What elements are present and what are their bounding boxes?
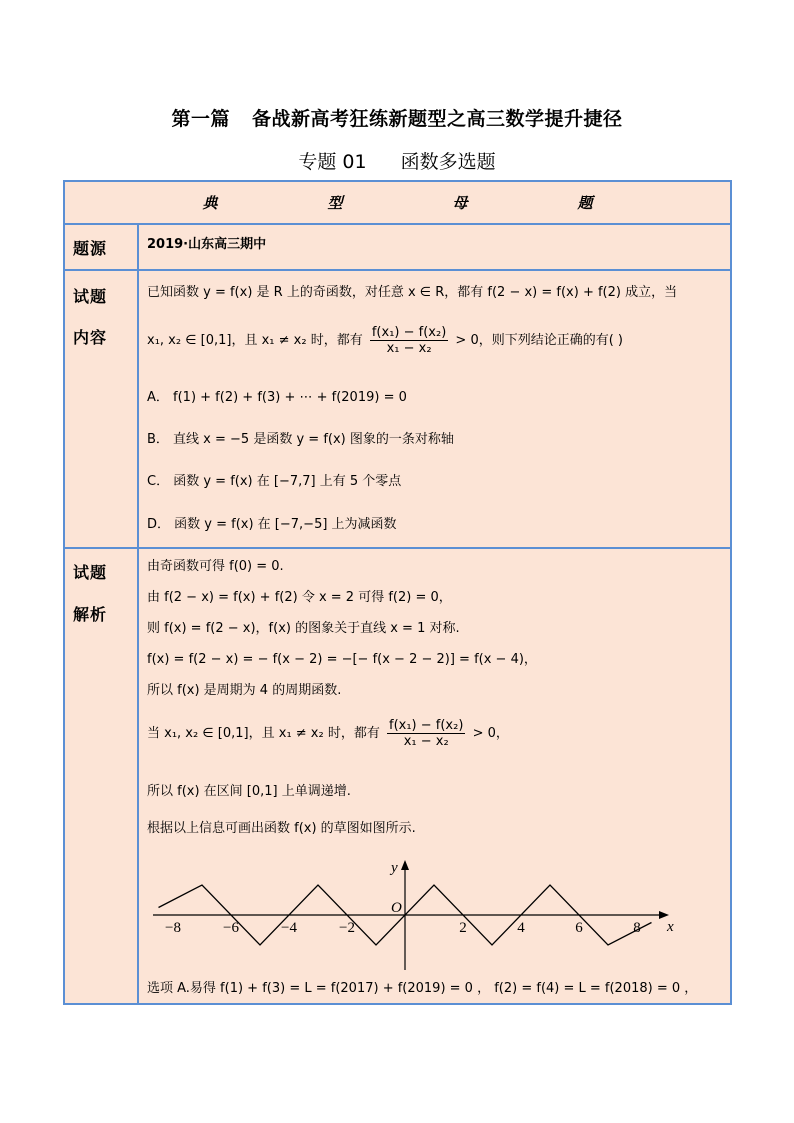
analysis-line-2: 由 f(2 − x) = f(x) + f(2) 令 x = 2 可得 f(2) = 0，: [147, 590, 452, 605]
option-b: B． 直线 x = −5 是函数 y = f(x) 图象的一条对称轴: [147, 432, 454, 447]
header-char: 题: [577, 194, 593, 212]
tick-label: −6: [223, 920, 239, 936]
source-label: 题源: [73, 239, 108, 258]
option-c: C． 函数 y = f(x) 在 [−7,7] 上有 5 个零点: [147, 474, 402, 489]
fraction: $\frac{\text{f(x₁) − f(x₂)}}{\text{x₁ − x₂}}$: [389, 718, 464, 749]
analysis-line-3: 则 f(x) = f(2 − x)，f(x) 的图象关于直线 x = 1 对称.: [147, 621, 460, 636]
tick-label: −8: [165, 920, 181, 936]
header-char: 母: [452, 194, 468, 212]
analysis-line-7: 所以 f(x) 在区间 [0,1] 上单调递增.: [147, 784, 351, 799]
content-label-2: 内容: [73, 328, 108, 347]
fraction: $\frac{\text{f(x₁) − f(x₂)}}{\text{x₁ − x₂}}$: [371, 325, 447, 356]
y-axis-label: y: [391, 860, 398, 876]
analysis-line-last: 选项 A.易得 f(1) + f(3) = L = f(2017) + f(2019) = 0 ， f(2) = f(4) = L = f(2018) = 0 ，: [147, 981, 698, 996]
tick-label: −2: [339, 920, 355, 936]
analysis-label-1: 试题: [73, 563, 108, 582]
tick-label: 4: [517, 920, 525, 936]
tick-label: 2: [459, 920, 467, 936]
tick-label: 6: [575, 920, 583, 936]
divider: [65, 269, 730, 271]
option-a: A． f(1) + f(2) + f(3) + ⋯ + f(2019) = 0: [147, 390, 407, 405]
question-line-1: 已知函数 y = f(x) 是 R 上的奇函数，对任意 x ∈ R，都有 f(2 − x) = f(x) + f(2) 成立，当: [147, 285, 678, 300]
origin-label: O: [391, 900, 402, 916]
x-axis-label: x: [667, 919, 674, 935]
divider: [137, 223, 139, 1003]
question-line-2: x₁, x₂ ∈ [0,1]，且 x₁ ≠ x₂ 时，都有 $\frac{\text{f(x₁) − f(x₂)}}{\text{x₁ − x₂}}$ > 0，则下列结论正确的有( ): [147, 325, 623, 356]
divider: [65, 223, 730, 225]
table-header: [65, 182, 730, 223]
tick-label: 8: [633, 920, 641, 936]
analysis-line-1: 由奇函数可得 f(0) = 0.: [147, 559, 284, 574]
analysis-line-8: 根据以上信息可画出函数 f(x) 的草图如图所示.: [147, 821, 416, 836]
y-axis-arrow: [401, 860, 409, 870]
analysis-line-5: 所以 f(x) 是周期为 4 的周期函数.: [147, 683, 342, 698]
content-label-1: 试题: [73, 287, 108, 306]
tick-label: −4: [281, 920, 297, 936]
problem-table: [63, 180, 732, 1005]
topic-title: 专题 01 函数多选题: [298, 151, 496, 173]
function-graph: [153, 858, 673, 973]
header-char: 典: [202, 194, 218, 212]
source-value: 2019·山东高三期中: [147, 237, 267, 252]
analysis-label-2: 解析: [73, 605, 108, 624]
analysis-line-6: 当 x₁, x₂ ∈ [0,1]，且 x₁ ≠ x₂ 时，都有 $\frac{\text{f(x₁) − f(x₂)}}{\text{x₁ − x₂}}$ > 0，: [147, 718, 509, 749]
analysis-line-4: f(x) = f(2 − x) = − f(x − 2) = −[− f(x − 2 − 2)] = f(x − 4)，: [147, 652, 537, 667]
divider: [65, 547, 730, 549]
page-title: 第一篇 备战新高考狂练新题型之高三数学提升捷径: [171, 108, 623, 130]
header-char: 型: [327, 194, 343, 212]
x-axis-arrow: [659, 911, 669, 919]
option-d: D． 函数 y = f(x) 在 [−7,−5] 上为减函数: [147, 517, 397, 532]
